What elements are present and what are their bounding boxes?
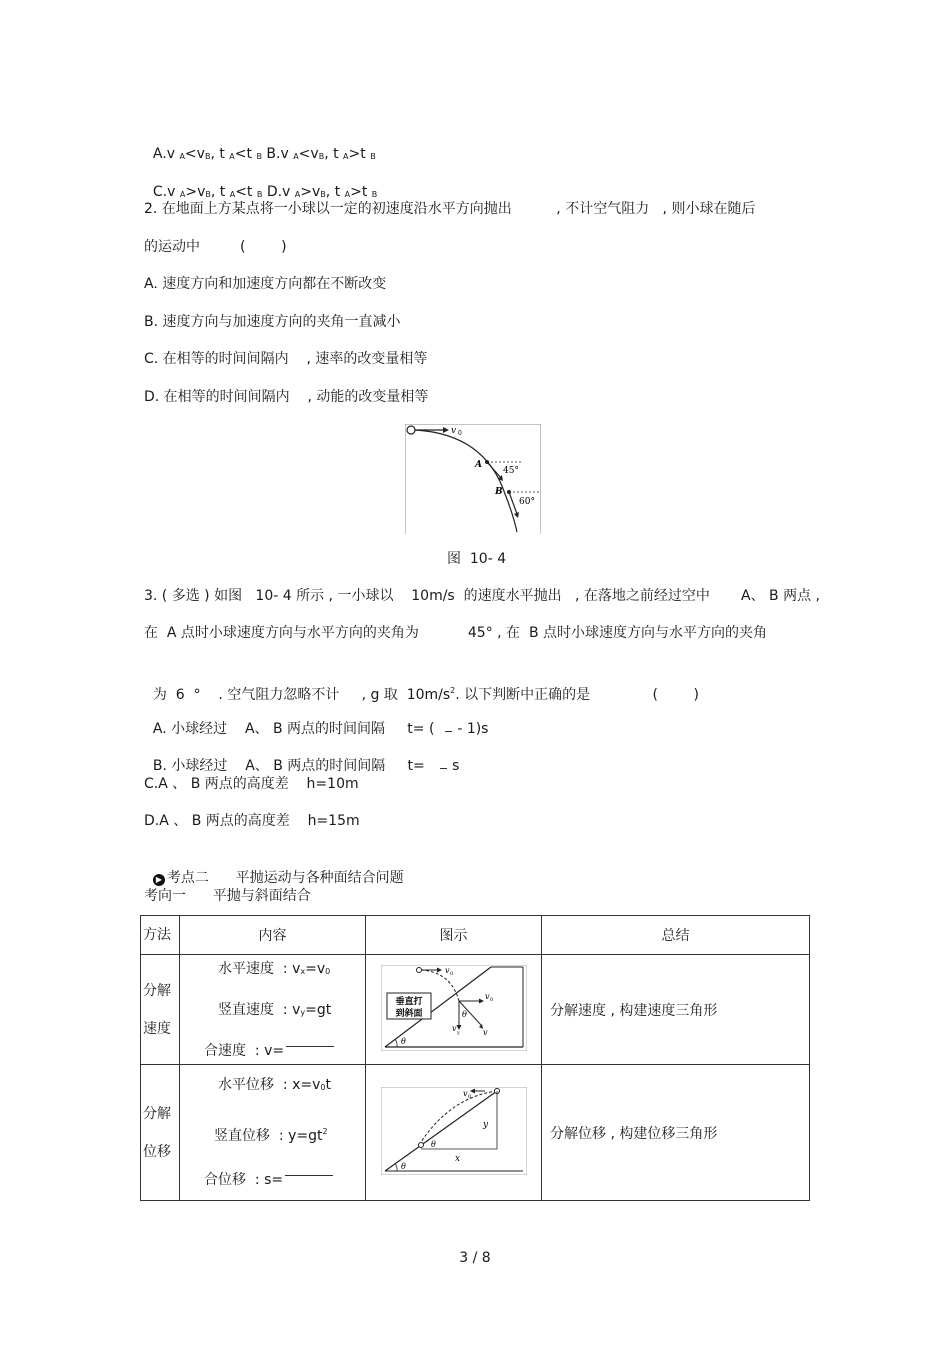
vy-label: v	[451, 1023, 457, 1033]
subscript: A	[343, 152, 349, 161]
q2-option-a: A. 速度方向和加速度方向都在不断改变	[144, 276, 387, 292]
superscript: 2	[322, 1127, 328, 1136]
method-line: 分解	[143, 1105, 171, 1122]
text: , t	[210, 146, 230, 162]
formula-blank	[285, 1175, 333, 1176]
q1-option-a: A.v	[152, 146, 180, 162]
v0-subscript: 0	[489, 996, 493, 1003]
text: , t	[324, 146, 344, 162]
summary-cell: 分解位移 , 构建位移三角形	[542, 1065, 810, 1201]
superscript: 2	[450, 686, 456, 695]
header-content: 内容	[180, 916, 366, 955]
text: B. 小球经过 A、 B 两点的时间间隔 t=	[152, 758, 439, 774]
text: 水平位移 : x=v	[218, 1077, 321, 1093]
perpendicular-label-line1: 垂直打	[394, 996, 423, 1007]
subscript: B	[205, 190, 211, 199]
subscript: A	[344, 190, 351, 199]
subscript: B	[256, 152, 262, 161]
table-header-row	[141, 916, 810, 955]
horizontal-velocity	[218, 959, 365, 982]
text: >t	[348, 146, 371, 162]
subscript: A	[294, 190, 301, 199]
theta-label: θ	[430, 1139, 436, 1149]
subscript: B	[320, 190, 326, 199]
text: 竖直速度 : v	[218, 1001, 301, 1018]
projectile-trajectory-diagram	[405, 424, 541, 534]
subscript: A	[179, 190, 186, 199]
v0-label: v	[462, 1088, 468, 1098]
vertical-displacement	[214, 1122, 365, 1146]
text: 合位移 : s=	[204, 1172, 284, 1188]
subscript: B	[318, 152, 325, 161]
section-title: 考点二 平抛运动与各种面结合问题	[166, 870, 404, 886]
text: A. 小球经过 A、 B 两点的时间间隔 t= (	[152, 721, 444, 737]
subscript: B	[256, 190, 263, 199]
subscript: A	[229, 152, 235, 161]
q3-option-c: C.A 、 B 两点的高度差 h=10m	[144, 776, 359, 792]
vy-subscript: y	[456, 1029, 460, 1036]
slope-angle-label: θ	[400, 1161, 406, 1171]
text: , t	[210, 184, 230, 200]
section-heading	[144, 848, 404, 888]
q3-option-b	[144, 736, 459, 776]
q2-option-b: B. 速度方向与加速度方向的夹角一直减小	[144, 314, 401, 330]
method-line: 速度	[143, 1020, 171, 1037]
v0-label: v	[444, 965, 450, 975]
figure-10-4	[405, 424, 541, 534]
text: . 以下判断中正确的是 ( )	[455, 687, 699, 703]
subscript: 0	[320, 1083, 326, 1092]
subscript: B	[371, 190, 378, 199]
theta-label: θ	[461, 1009, 467, 1019]
text: <t	[235, 184, 257, 200]
figure-cell	[366, 1065, 542, 1201]
text: - 1)s	[457, 721, 489, 737]
v-label: v	[482, 1027, 488, 1037]
subscript: B	[370, 152, 376, 161]
resultant-velocity	[204, 1041, 365, 1061]
figure-caption: 图 10- 4	[447, 551, 507, 567]
vertical-velocity	[218, 1000, 365, 1023]
angle-b-label: 60°	[519, 497, 535, 507]
subscript: B	[204, 152, 211, 161]
velocity-decomposition-diagram	[381, 965, 527, 1051]
header-figure: 图示	[366, 916, 542, 955]
text: 为 6 ° . 空气阻力忽略不计 , g 取 10m/s	[152, 687, 451, 703]
q3-stem-line1: 3. ( 多选 ) 如图 10- 4 所示 , 一小球以 10m/s 的速度水平抛出 , 在落地之前经过空中 A、 B 两点 ,	[144, 588, 821, 604]
q1-option-b: B.v	[261, 146, 294, 162]
resultant-displacement	[204, 1170, 365, 1190]
q3-stem-line2: 在 A 点时小球速度方向与水平方向的夹角为 45° , 在 B 点时小球速度方向与水平方向的夹角	[144, 625, 767, 641]
text: s	[452, 758, 460, 774]
table-row	[141, 955, 810, 1065]
v0-subscript: 0	[467, 1093, 471, 1100]
text: =gt	[305, 1001, 332, 1018]
subscript: A	[293, 152, 299, 161]
slope-angle-label: θ	[400, 1036, 406, 1046]
q2-stem-line2: 的运动中 ( )	[144, 239, 287, 255]
q1-option-d: D.v	[262, 184, 295, 200]
text: <t	[234, 146, 257, 162]
q1-option-c: C.v	[152, 184, 180, 200]
text: gt	[308, 1128, 323, 1144]
text: 竖直位移 : y=	[214, 1128, 309, 1144]
content-cell	[180, 955, 366, 1065]
method-table	[140, 915, 810, 1201]
page-number: 3 / 8	[459, 1250, 491, 1266]
summary-cell: 分解速度 , 构建速度三角形	[542, 955, 810, 1065]
y-displacement-label: y	[482, 1119, 488, 1130]
subscript: A	[179, 152, 185, 161]
method-line: 位移	[143, 1143, 171, 1160]
method-cell	[141, 1065, 180, 1201]
content-cell	[180, 1065, 366, 1201]
q2-stem-line1: 2. 在地面上方某点将一小球以一定的初速度沿水平方向抛出 , 不计空气阻力 , 则小球在随后	[144, 201, 756, 217]
text: 水平速度 : v	[218, 960, 301, 977]
text: >v	[300, 184, 321, 200]
method-cell	[141, 955, 180, 1065]
text: <v	[184, 146, 205, 162]
q2-option-c: C. 在相等的时间间隔内 , 速率的改变量相等	[144, 351, 428, 367]
text: t	[325, 1077, 331, 1093]
header-method: 方法	[141, 916, 180, 955]
subscript: y	[300, 1007, 306, 1017]
table-row	[141, 1065, 810, 1201]
horizontal-displacement	[218, 1075, 365, 1098]
header-summary: 总结	[542, 916, 810, 955]
text: >t	[350, 184, 372, 200]
v0-label: v	[451, 426, 457, 436]
method-line: 分解	[143, 982, 171, 999]
text: 合速度 : v=	[204, 1042, 285, 1059]
q3-option-d: D.A 、 B 两点的高度差 h=15m	[144, 813, 360, 829]
displacement-decomposition-diagram	[381, 1087, 527, 1175]
subscript: 0	[325, 966, 331, 976]
subscript: x	[300, 966, 306, 976]
v0-subscript: 0	[458, 430, 462, 437]
point-a-label: A	[475, 460, 482, 470]
section-subtitle: 考向一 平抛与斜面结合	[144, 888, 311, 904]
angle-a-label: 45°	[503, 466, 519, 476]
point-b-label: B	[495, 487, 503, 497]
formula-blank	[286, 1046, 334, 1047]
q3-option-a	[144, 699, 488, 739]
v0-subscript: 0	[449, 970, 453, 977]
v0-label: v	[484, 991, 490, 1001]
x-displacement-label: x	[454, 1153, 460, 1164]
perpendicular-label-line2: 到斜面	[394, 1008, 423, 1019]
text: =v	[305, 960, 326, 977]
text: >v	[185, 184, 206, 200]
figure-cell	[366, 955, 542, 1065]
play-icon: ▶	[153, 874, 165, 886]
text: , t	[325, 184, 345, 200]
q1-options-ab	[144, 124, 376, 167]
q2-option-d: D. 在相等的时间间隔内 , 动能的改变量相等	[144, 389, 429, 405]
subscript: A	[229, 190, 236, 199]
text: <v	[298, 146, 319, 162]
